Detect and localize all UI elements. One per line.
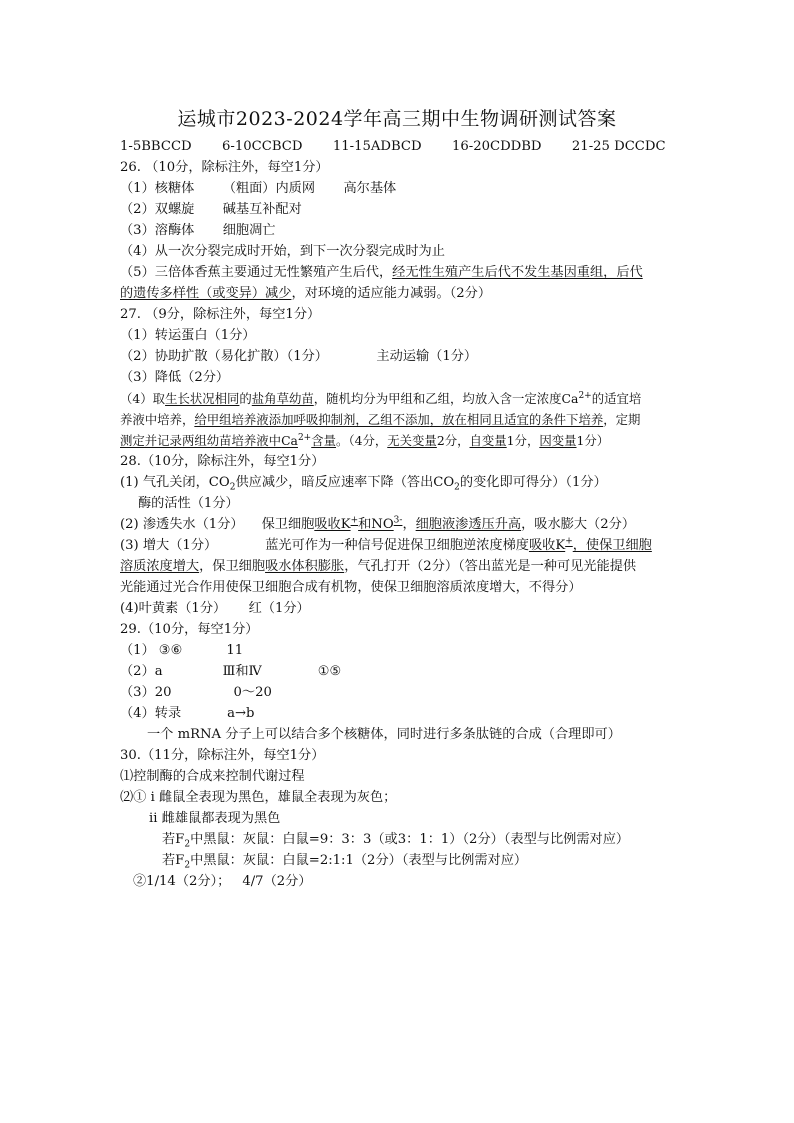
underlined-answer: 盐角草幼苗 [251, 391, 314, 406]
underlined-answer: 吸水体积膨胀 [265, 559, 345, 574]
answer-text: 0～20 [233, 685, 272, 700]
underlined-answer: 生长状况相同 [165, 391, 240, 406]
underlined-answer: ，使保卫细胞 [572, 538, 652, 553]
answer-text: 若F [162, 832, 185, 847]
answer-text: 碱基互补配对 [222, 202, 302, 217]
mc-answer-group: 6-10CCBCD [222, 139, 303, 154]
answer-text: （粗面）内质网 [222, 181, 316, 196]
underlined-answer: 吸收K [528, 538, 566, 553]
answer-text: 保卫细胞 [261, 517, 315, 532]
underlined-answer: 溶质浓度增大 [120, 559, 200, 574]
q30-line-1: ⑴控制酶的合成来控制代谢过程 [120, 769, 305, 784]
answer-text: （2）协助扩散（易化扩散）（1分） [120, 349, 328, 364]
answer-text: 11 [226, 643, 244, 658]
q30-line-2: ⑵① i 雌鼠全表现为黑色，雄鼠全表现为灰色； [120, 790, 397, 805]
q29-heading: 29.（10分，每空1分） [120, 622, 259, 637]
q29-line-4 [120, 704, 255, 724]
q27-line-6 [120, 431, 609, 451]
q26-line-4: （4）从一次分裂完成时开始，到下一次分裂完成时为止 [120, 244, 445, 259]
q27-line-5 [120, 410, 640, 430]
answer-text: Ⅲ和Ⅳ [222, 664, 262, 679]
answer-text: ①⑤ [317, 664, 342, 679]
answer-text: ，吸水膨大（2分） [521, 517, 636, 532]
q30-line-6 [133, 872, 312, 892]
answer-text: 若F [162, 853, 185, 868]
answer-text: ，对环境的适应能力减弱。（2分） [291, 286, 492, 301]
answer-text: ， [402, 517, 416, 532]
answer-text: 1分） [576, 433, 610, 448]
q28-line-6: 光能通过光合作用使保卫细胞合成有机物，使保卫细胞溶质浓度增大，不得分） [120, 580, 582, 595]
answer-text: ，保卫细胞 [199, 559, 266, 574]
q30-heading: 30.（11分，除标注外，每空1分） [120, 748, 325, 763]
answer-text: 的变化即可得分）（1分） [459, 475, 607, 490]
answer-text: 。（4分， [336, 433, 388, 448]
underlined-answer: 自变量 [469, 433, 507, 448]
answer-text: 中黑鼠：灰鼠：白鼠=9：3：3（或3：1：1）（2分）（表型与比例需对应） [190, 832, 630, 847]
superscript: 3- [393, 515, 403, 526]
answer-text: （3）溶酶体 [120, 223, 195, 238]
mc-answer-group: 21-25 DCCDC [571, 139, 666, 154]
mc-answers-row [120, 137, 666, 157]
q26-line-2 [120, 200, 302, 220]
q26-heading: 26. （10分，除标注外，每空1分） [120, 160, 329, 175]
answer-text: 高尔基体 [343, 181, 397, 196]
q28-line-4 [120, 536, 652, 556]
answer-text: （5）三倍体香蕉主要通过无性繁殖产生后代， [120, 265, 393, 280]
answer-text: ②1/14（2分）； [133, 874, 231, 889]
answer-text: ③⑥ [158, 643, 183, 658]
q26-line-5 [120, 263, 643, 283]
mc-answer-group: 11-15ADBCD [332, 139, 422, 154]
q29-line-1 [120, 641, 243, 661]
q30-line-3: ii 雌雄鼠都表现为黑色 [149, 811, 281, 826]
answer-text: (4)叶黄素（1分） [120, 601, 227, 616]
page-title: 运城市2023-2024学年高三期中生物调研测试答案 [177, 108, 617, 130]
superscript: + [350, 515, 359, 526]
answer-text: （1） [120, 643, 155, 658]
superscript: 2+ [578, 390, 592, 401]
subscript: 2 [229, 482, 236, 493]
answer-text: ，气孔打开（2分）（答出蓝光是一种可见光能提供 [344, 559, 637, 574]
superscript: + [565, 536, 573, 547]
superscript: 2+ [297, 432, 312, 443]
mc-answer-group: 1-5BBCCD [120, 139, 192, 154]
answer-text: （4）取 [120, 391, 166, 406]
underlined-answer: ，放在相同且适宜的条件下培养 [429, 412, 604, 427]
answer-text: 4/7（2分） [242, 874, 312, 889]
q27-line-1: （1）转运蛋白（1分） [120, 328, 256, 343]
answer-text: 2分， [436, 433, 470, 448]
underlined-answer: 无关变量 [387, 433, 437, 448]
underlined-answer: 的遗传多样性（或变异）减少 [120, 286, 292, 301]
answer-text: a→b [227, 706, 255, 721]
answer-text: 中黑鼠：灰鼠：白鼠=2:1:1（2分）（表型与比例需对应） [190, 853, 528, 868]
answer-text: ，随机均分为甲组和乙组，均放入含一定浓度Ca [313, 391, 579, 406]
underlined-answer: 吸收K [314, 517, 351, 532]
underlined-answer: 测定并记录两组幼苗培养液中 [120, 433, 282, 448]
answer-text: (1) 气孔关闭，CO [120, 475, 230, 490]
q29-line-3 [120, 683, 272, 703]
answer-text: 供应减少，暗反应速率下降（答出CO [235, 475, 455, 490]
q28-heading: 28.（10分，除标注外，每空1分） [120, 454, 325, 469]
answer-text: （3）20 [120, 685, 172, 700]
underlined-answer: 经无性生殖产生后代不发生基因重组，后代 [392, 265, 643, 280]
answer-text: （2）a [120, 664, 163, 679]
answer-text: 的适宜培 [591, 391, 642, 406]
answer-text: （4）转录 [120, 706, 182, 721]
underlined-answer: Ca [281, 433, 298, 448]
underlined-answer: 和NO [358, 517, 394, 532]
answer-text: 蓝光可作为一种信号促进保卫细胞逆浓度梯度 [265, 538, 529, 553]
answer-text: 主动运输（1分） [376, 349, 478, 364]
subscript: 2 [184, 839, 191, 850]
q28-line-1 [120, 473, 607, 493]
answer-text: 细胞凋亡 [222, 223, 276, 238]
subscript: 2 [184, 860, 191, 871]
q27-line-4 [120, 389, 641, 409]
subscript: 2 [454, 482, 460, 493]
answer-text: 的 [239, 391, 252, 406]
underlined-answer: 细胞液渗透压升高 [415, 517, 522, 532]
q29-line-5: 一个 mRNA 分子上可以结合多个核糖体，同时进行多条肽链的合成（合理即可） [147, 727, 621, 742]
q28-line-2: 酶的活性（1分） [138, 496, 239, 511]
answer-text: (3) 增大（1分） [120, 538, 218, 553]
q28-line-7 [120, 599, 310, 619]
answer-text: ，定期 [603, 412, 641, 427]
q26-line-6 [120, 284, 491, 304]
answer-text: 红（1分） [248, 601, 310, 616]
q27-line-3: （3）降低（2分） [120, 370, 230, 385]
q30-line-5 [162, 851, 527, 871]
q28-line-5 [120, 557, 636, 577]
answer-text: (2) 渗透失水（1分） [120, 517, 244, 532]
q30-line-4 [162, 830, 629, 850]
underlined-answer: 给甲组培养液添加呼吸抑制剂，乙组不添加 [194, 412, 430, 427]
underlined-answer: 因变量 [539, 433, 577, 448]
answer-text: 1分， [506, 433, 540, 448]
mc-answer-group: 16-20CDDBD [451, 139, 542, 154]
underlined-answer: 含量 [311, 433, 337, 448]
answer-text: （2）双螺旋 [120, 202, 195, 217]
q27-heading: 27. （9分，除标注外，每空1分） [120, 307, 321, 322]
answer-text: 养液中培养， [120, 412, 195, 427]
q26-line-3 [120, 221, 275, 241]
q27-line-2 [120, 347, 477, 367]
answer-text: （1）核糖体 [120, 181, 195, 196]
q28-line-3 [120, 515, 635, 535]
q26-line-1 [120, 179, 396, 199]
q29-line-2 [120, 662, 341, 682]
